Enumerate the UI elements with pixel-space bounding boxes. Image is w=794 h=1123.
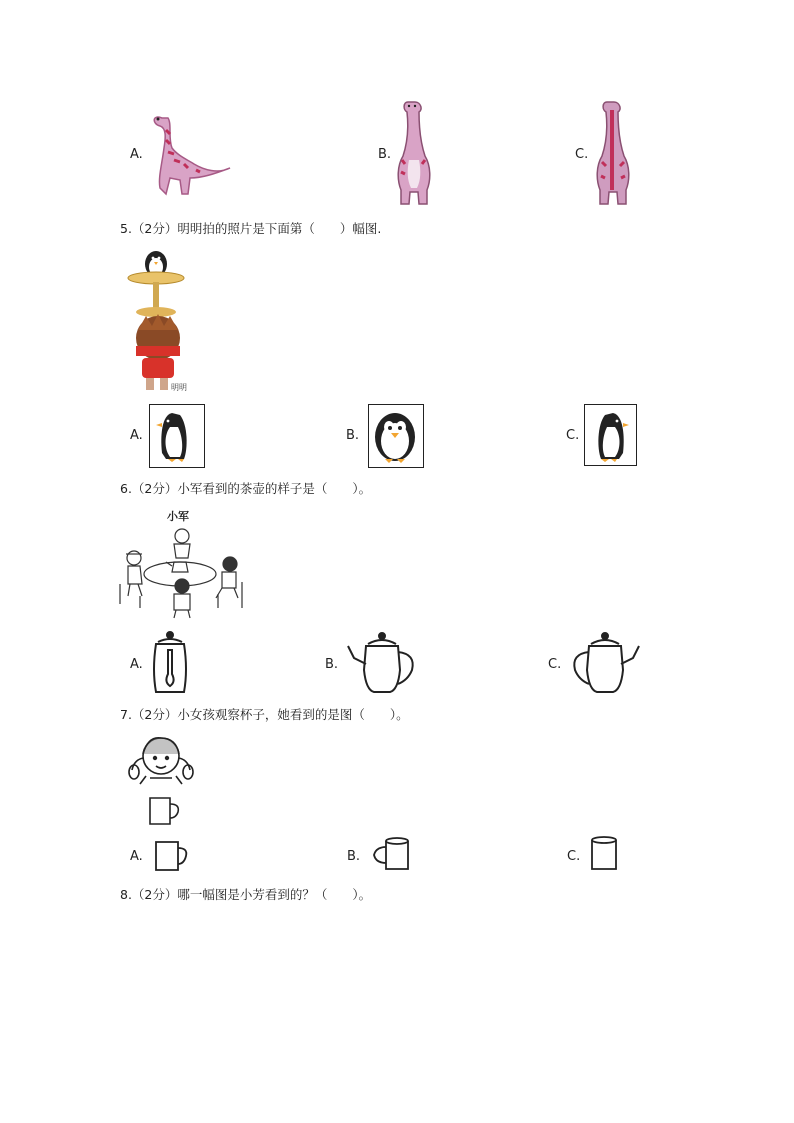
q8-question-text: 8.（2分）哪一幅图是小芳看到的？（ ）。: [120, 887, 372, 902]
q5-option-b-letter[interactable]: B.: [346, 428, 360, 443]
teapot-spout-right-image[interactable]: [569, 630, 641, 696]
dinosaur-side-view-image[interactable]: [148, 108, 234, 198]
q5-option-c-letter[interactable]: C.: [566, 428, 580, 443]
mingming-label: 明明: [171, 383, 187, 392]
penguin-side-left-image[interactable]: [149, 404, 205, 468]
q6-question-text: 6.（2分）小军看到的茶壶的样子是（ ）。: [120, 481, 372, 496]
q4-option-c-letter[interactable]: C.: [575, 147, 589, 162]
q7-option-c-letter[interactable]: C.: [567, 849, 581, 864]
q6-option-b-letter[interactable]: B.: [325, 657, 339, 672]
q5-option-a-letter[interactable]: A.: [130, 428, 143, 443]
teapot-side-spout-hidden-image[interactable]: [148, 630, 192, 696]
cup-no-handle-image[interactable]: [590, 836, 618, 872]
dinosaur-back-view-image[interactable]: [592, 100, 634, 206]
girl-looking-at-cup-image: [126, 732, 196, 828]
children-around-table-image: [118, 524, 244, 618]
dinosaur-front-view-image[interactable]: [393, 100, 435, 206]
q5-question-text: 5.（2分）明明拍的照片是下面第（ ）幅图.: [120, 221, 382, 236]
cup-handle-left-image[interactable]: [372, 837, 410, 873]
q7-question-text: 7.（2分）小女孩观察杯子，她看到的是图（ ）。: [120, 707, 409, 722]
q7-option-b-letter[interactable]: B.: [347, 849, 361, 864]
teapot-spout-left-image[interactable]: [346, 630, 418, 696]
penguin-front-image[interactable]: [368, 404, 424, 468]
q6-option-c-letter[interactable]: C.: [548, 657, 562, 672]
xiaojun-label: 小军: [167, 510, 189, 523]
penguin-side-right-image[interactable]: [584, 404, 637, 466]
q7-option-a-letter[interactable]: A.: [130, 849, 143, 864]
penguin-on-table-boy-image: [124, 246, 194, 394]
q4-option-a-letter[interactable]: A.: [130, 147, 143, 162]
q4-option-b-letter[interactable]: B.: [378, 147, 392, 162]
cup-handle-right-image[interactable]: [154, 838, 188, 872]
q6-option-a-letter[interactable]: A.: [130, 657, 143, 672]
